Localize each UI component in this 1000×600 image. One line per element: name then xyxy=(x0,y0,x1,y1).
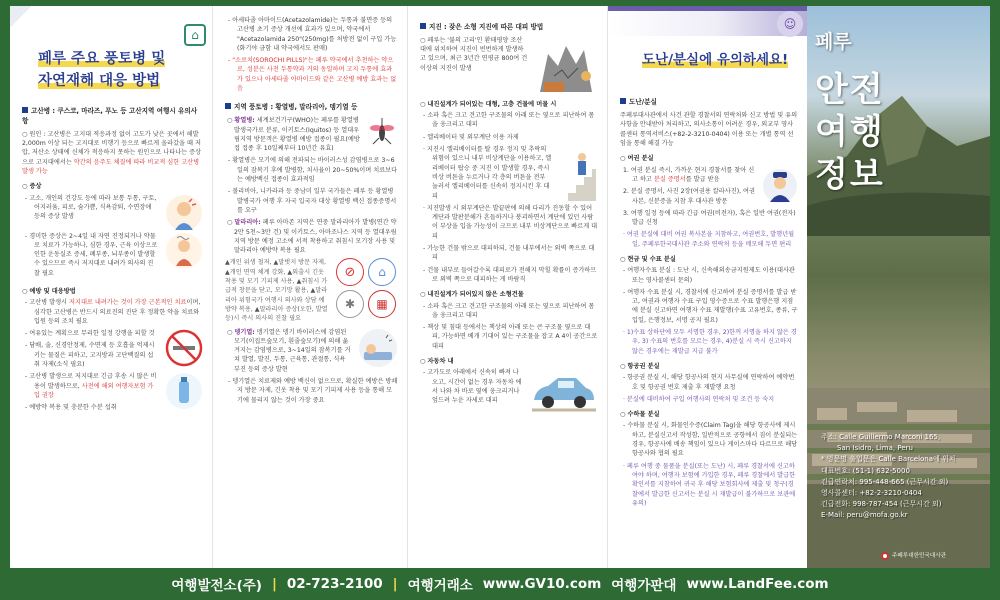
acetazolamide-text: - 아세타졸 아마이드(Acetazolamide)는 두통과 불면증 등의 고산병 초기 증상 개선에 효과가 있으며, 약국에서 "Acetazolamida 250"(250mg)를 처방전 없이 구입 가능(화기야 금함 내 약국에서도 판매) xyxy=(228,17,397,52)
email-address: E-Mail: peru@mofa.go.kr xyxy=(821,511,908,520)
square-bullet-icon xyxy=(22,107,28,113)
passport1-start: 1. 여권 분실 즉시, 가까운 현지 경찰서를 찾아 신고 하고 xyxy=(623,166,755,183)
malaria-row xyxy=(225,258,398,327)
panel-endemic-disease xyxy=(10,6,213,568)
passport-item-1 xyxy=(620,166,756,185)
symptom-item-2: - 경미한 증상은 2~4일 내 자연 진정되거나 약물로 치료가 가능하나, 심한 경우, 근육 이상으로 인한 운동실조 증세, 폐부종, 뇌부종이 발생할 수 있으므로 즉시 저지대로 내려가 의사의 진찰 필요 xyxy=(25,232,158,277)
elevator-item-4: - 건물 내부로 들어갈수록 대피로가 전해지 막힐 확률이 증가하므로 외벽 쪽으로 대피하는 게 바람직 xyxy=(423,266,597,283)
sorochi-text xyxy=(225,56,398,93)
dengue-row xyxy=(225,328,398,377)
footer-separator: | xyxy=(271,576,277,592)
theft-title-text: 도난/분실에 유의하세요! xyxy=(642,52,789,68)
panel-cover xyxy=(807,6,990,568)
yellow-fever-label: 황열병: xyxy=(234,117,255,125)
embassy-badge xyxy=(881,552,946,560)
embassy-contact xyxy=(821,432,984,522)
sorochi-body: - "소로치(SOROCHI PILLS)"는 페루 약국에서 추천하는 약으로, 성분은 사전 두통약과 거의 동일하며 고지 두통에 효과가 있으나 아세타졸 아마이드와 같은 고산병 예방 효과는 없음 xyxy=(228,57,397,93)
malaria-icon-group xyxy=(336,258,398,318)
embassy-name: 주페루대한민국대사관 xyxy=(892,552,947,559)
dengue-label: 뎅기열: xyxy=(234,328,255,336)
passport-item-3: 3. 여행 일정 등에 따라 긴급 여권(비전자), 혹은 일반 여권(전자) 발급 신청 xyxy=(623,209,796,227)
section-theft xyxy=(620,98,798,108)
stairs-person-icon xyxy=(558,145,598,203)
large-building-heading: ○ 내진설계가 되어있는 대형, 고층 건물에 머물 시 xyxy=(420,100,557,108)
elevator-item-1: · 지진시 엘리베이터를 탈 경우 정지 및 추락의 위험이 있으니 내부 비상계단을 이용하고, 엘리베이터 탑승 중 지진 이 발생할 경우, 즉시 비상 버튼을 누르거나 각 층의 버튼을 전부 눌러서 엘리베이터를 신속히 정지시킨 후 대피 xyxy=(423,146,552,200)
theft-intro: 주페루대사관에서 사건 관할 경찰서의 연락처와 신고 방법 및 유의 사항을 안내받아 처리하고, 의사소통이 어려운 경우, 외교부 영사콜센터 통역서비스(+82-2-3210-0404) 이용 또는 개별 통역 선임을 통해 해결 가능 xyxy=(620,112,798,148)
prevent4-warning: 사전에 해외 여행자보험 가입 권장 xyxy=(34,382,154,399)
elevator-item-3: - 가능한 건물 밖으로 대피하되, 건물 내부에서는 외벽 쪽으로 대피 xyxy=(423,245,595,262)
theft-title xyxy=(642,50,798,70)
passport-item-2: 2. 분실 증명서, 사진 2장(여권용 칼라사진), 여권 사본, 신분증을 지참 후 대사관 방문 xyxy=(623,188,756,205)
ticket-item-1: - 항공권 분실 시, 해당 항공사의 현지 사무실에 연락하여 예약번호 및 항공권 번호 제출 후 재발행 요청 xyxy=(623,374,795,391)
header-stripe xyxy=(608,6,807,11)
cash-item-2: - 여행자 수표 분실 시, 경찰서에 신고하여 분실 증명서를 발급 받고, 여권과 여행자 수표 구입 영수증으로 수표 발행은행 지점에 분실 신고하면 여행자 수표 재발행(수표 고유번호, 종류, 구입일, 은행정보, 서명 공지 필요) xyxy=(623,288,798,324)
footer-exchange: 여행거래소 xyxy=(407,578,473,594)
dizzy-person-icon xyxy=(165,232,203,270)
passport1-rest: 를 발급 받음 xyxy=(685,175,720,183)
sick-person-icon xyxy=(358,328,398,368)
cause-warning: 약간의 음주도 체질에 따라 비교적 심한 고산병 발생 가능 xyxy=(22,158,200,175)
footer-banner xyxy=(0,568,1000,600)
no-mosquito-icon: ⊘ xyxy=(336,258,364,286)
panel-header-band xyxy=(608,6,807,36)
cover-country: 페루 xyxy=(815,31,852,53)
prevention-heading: ○ 예방 및 대응방법 xyxy=(22,287,76,295)
collapsed-building-icon xyxy=(534,36,598,94)
small-building-item-2: - 책상 및 침대 등에서는 책상의 아래 또는 큰 구조물 옆으로 대피, 가능하면 베개 기대어 있는 구조물을 잡고 A 4이 공간으로 대피 xyxy=(423,324,598,350)
footer-separator: | xyxy=(392,576,398,592)
passport-note: · 여권 분실에 대비 여권 복사본을 지참하고, 여권번호, 발행년월일, 주페루한국대사관 주소와 연락처 등을 메모해 두면 편리 xyxy=(623,231,795,248)
cover-title xyxy=(815,28,885,196)
car-icon xyxy=(528,368,598,416)
cash-item-1: - 여행자수표 분실 : 도난 시, 신속해외송금지원제도 이용(대사관 또는 영사콜센터 문의) xyxy=(623,267,795,284)
passport-heading: ○ 여권 분실 xyxy=(620,155,654,163)
water-bottle-icon xyxy=(165,372,203,410)
malaria-body: 페루 아마존 지역은 연중 말라리아가 발병(연간 약 2만 5천~3만 건) 및 이키토스, 아마조나스 지역 등 열대우림지역 방문 예정 고소에 서적 착용하고 취침시 모기장 사용 및 말라리아 예방약 복용 필요 xyxy=(234,219,397,255)
square-bullet-icon xyxy=(420,23,426,29)
monk-avatar-icon: ☺ xyxy=(777,11,803,37)
baggage-heading: ○ 수하물 분실 xyxy=(620,411,660,419)
earthquake-intro-row xyxy=(420,36,598,94)
car-item-1: - 고가도로 아래에서 신속히 빠져 나오고, 시간이 없는 경우 자동차 에서 나와 차 바로 옆에 웅크리거나 엎드려 누운 자세로 대피 xyxy=(423,369,522,405)
window-close-icon: ▦ xyxy=(368,290,396,318)
prevent1-rest: 이며, 심각한 고산병은 반드시 의료진의 진단 후 정확한 약을 치료와 입원 등의 조치 필요 xyxy=(34,299,201,325)
cover-title-line1: 안전 xyxy=(815,69,885,110)
prevent-item-1 xyxy=(22,298,203,326)
elevator-row xyxy=(420,145,598,204)
elevator-heading: - 엘리베이터 및 외부계단 이용 자제 xyxy=(423,133,519,141)
main-phone: 대표번호: (51-1) 632-5000 xyxy=(821,466,910,475)
dengue-item-2: - 뎅기열은 치료제와 예방 백신이 없으므로, 확실한 예방은 방쇄지 방문 자제, 긴옷 착용 및 모기 기피제 사용 등을 통해 모기에 물리지 않는 것이 가장 중요 xyxy=(228,377,398,404)
section-title: 지역 풍토병 : 황열병, 말라리아, 뎅기열 등 xyxy=(234,103,358,112)
title-line1: 페루 주요 풍토병 및 xyxy=(38,51,166,67)
symptom-row-2 xyxy=(22,232,203,281)
brochure xyxy=(10,6,990,568)
small-building-heading: ○ 내진설계가 되어있지 않은 소형건물 xyxy=(420,291,524,299)
footer-url-gv10[interactable]: www.GV10.com xyxy=(482,576,602,592)
baggage-item-1: - 수하물 분실 시, 화물인수증(Claim Tag)을 해당 항공사에 제시하고, 분실신고서 작성함, 일반적으로 공항에서 짐이 분실되는 경우, 항공사에 배송 책임이 있으나 게이스마다 다르므로 해당 항공사와 협의 필요 xyxy=(623,422,798,458)
address-line1: 주소: Calle Guillermo Marconi 165, xyxy=(821,433,941,441)
page-title xyxy=(38,48,203,93)
panel-regional-disease xyxy=(213,6,408,568)
section-title: 지진 : 잦은 소형 지진에 따른 대피 방법 xyxy=(429,23,544,31)
footer-phone: 02-723-2100 xyxy=(286,576,383,592)
footer-market: 여행가판대 xyxy=(611,578,677,594)
yellow-fever-item-2: - 황열병은 모기에 의해 전파되는 바이러스성 감염병으로 3~6일의 잠복기 후에 발병함, 치사율이 20~50%이며 치료보다는 예방백신 접종이 효과적임 xyxy=(228,157,398,184)
square-bullet-icon xyxy=(620,98,626,104)
repellent-spray-icon: ✱ xyxy=(336,290,364,318)
small-building-item-1: - 소파 혹은 크고 견고한 구조물의 아래 또는 옆으로 피난하여 몸을 웅크리고 대피 xyxy=(423,302,595,319)
section-earthquake xyxy=(420,23,598,33)
passport-row xyxy=(620,166,798,209)
car-row xyxy=(420,368,598,416)
yellow-fever-item-3: - 볼리비아, 니카라과 등 중남미 일부 국가들은 페루 등 황열병 발병국가 여행 후 자국 입국자 대상 황열병 백신 접종증명서를 요구 xyxy=(228,188,397,214)
prevent-item-2: - 여유있는 계획으로 무리한 일정 강행을 피할 것 xyxy=(25,330,155,338)
malaria-label: 말라리아: xyxy=(234,219,261,227)
symptom-heading: ○ 증상 xyxy=(22,183,42,191)
panel-theft-loss xyxy=(608,6,807,568)
yellow-fever-text: ○ 황열병: 세계보건기구(WHO)는 페루를 황열병 발생국가로 분류, 이키토스(Iquitos) 등 열대우림지역 방문객은 황열병 예방 접종이 필요(예방접 접종 후 10일째부터 10년간 유효) xyxy=(227,117,360,153)
car-heading: ○ 자동차 내 xyxy=(420,358,454,366)
dengue-body: 뎅기열은 뎅기 바이러스에 감염된 모기(이집트숲모기, 흰줄숲모기)에 의해 옮겨지는 감염병으로, 3~14일의 잠복기를 거쳐 발열, 발진, 두통, 근육통, 관절통, 식욕 부진 등의 증상 발현 xyxy=(234,328,351,373)
malaria-text: ○ 말라리아: 페루 아마존 지역은 연중 말라리아가 발병(연간 약 2만 5천~3만 건) 및 이키토스, 아마조나스 지역 등 열대우림지역 방문 예정 고소에 서적 착용하고 취침시 모기장 사용 및 말라리아 예방약 복용 필요 xyxy=(227,219,397,255)
emergency-phone: 긴급연락처: 995-448-665 (근무시간 외) xyxy=(821,477,949,486)
page-fold-corner xyxy=(10,6,32,28)
prevent1-warning: 저지대로 내려가는 것이 가장 근본적인 치료 xyxy=(69,299,187,307)
korea-emblem-icon xyxy=(881,552,889,560)
consular-call-center: 영사콜센터: +82-2-3210-0404 xyxy=(821,488,922,497)
cover-title-line3: 정보 xyxy=(815,154,885,195)
address-note: * 영문명 출입문은 Calle Barcelona에 위치 xyxy=(821,455,956,464)
prevent-item-3: - 담배, 술, 신경안정제, 수면제 등 호흡을 억제시키는 물질은 피하고, 고지방과 고단백질의 섭취 자제(소식 필요) xyxy=(25,342,155,369)
prevent-item-4 xyxy=(22,372,159,400)
mosquito-icon xyxy=(366,116,398,148)
footer-url-landfee[interactable]: www.LandFee.com xyxy=(686,576,829,592)
prevent-row xyxy=(22,329,203,372)
police-icon xyxy=(762,166,798,206)
section-regional-disease xyxy=(225,103,398,113)
house-logo-icon: ⌂ xyxy=(184,24,206,46)
symptom-row xyxy=(22,194,203,232)
baggage-note: · 페루 여행 중 물품을 분실(또는 도난) 시, 페루 경찰서에 신고하여야 하며, 여행자 보험에 가입한 경우, 페루 경찰에서 발급한 확인서를 지참하여 귀국 후 해당 보험회사에 제출 및 청구(경찰에서 발급한 신고서는 분실 시 재발급이 불가하므로 보관에 유의) xyxy=(623,462,796,507)
address-line2: San Isidro, Lima, Peru xyxy=(837,444,913,453)
prevent-row-2 xyxy=(22,372,203,415)
malaria-tips: ▲개인 위생 철저, ▲말벗지 방문 자제, ▲개인 면역 체계 강화, ▲외출시 긴옷 착용 및 모기 기피제 사용, ▲취침시 가급적 창문을 닫고, 모기망 활용, ▲말라리아 위험국가 여행시 의사와 상담 예방약 복용, ▲말라리아 증상(오한, 발열 등)시 즉시 의사의 진찰 필요 xyxy=(225,259,328,323)
passport1-highlight: 분실 증명서 xyxy=(653,175,686,183)
section-title: 고산병 : 쿠스코, 마라즈, 푸노 등 고산지역 여행시 유의사항 xyxy=(22,106,198,125)
yellow-fever-body: 세계보건기구(WHO)는 페루를 황열병 발생국가로 분류, 이키토스(Iquitos) 등 열대우림지역 방문객은 황열병 예방 접종이 필요(예방접 접종 후 10일째부터 10년간 유효) xyxy=(234,117,360,153)
headache-person-icon xyxy=(165,194,203,232)
symptom-item-1: - 고소, 개인의 건강도 등에 따라 보통 두통, 구토, 어지러움, 피로, 숨가쁨, 식욕감퇴, 수면장애 등의 증상 발생 xyxy=(25,194,157,221)
title-line2: 자연재해 대응 방법 xyxy=(38,73,161,90)
section-altitude-sickness xyxy=(22,107,203,127)
cash-heading: ○ 현금 및 수표 분실 xyxy=(620,256,676,263)
earthquake-intro: ○ 페루는 '불의 고리'인 환태평양 조산대에 위치하여 지진이 빈번하게 발생하고 있으며, 최근 3년간 연평균 800여 건 이상의 지진이 발생 xyxy=(420,36,528,72)
prevent-item-5: - 예방약 복용 및 충분한 수분 섭취 xyxy=(25,404,117,412)
ticket-note: · 분실에 대비하여 구입 여행사의 연락처 및 조건 등 숙지 xyxy=(623,395,775,403)
dengue-text: ○ 뎅기열: 뎅기열은 뎅기 바이러스에 감염된 모기(이집트숲모기, 흰줄숲모기)에 의해 옮겨지는 감염병으로, 3~14일의 잠복기를 거쳐 발열, 발진, 두통, 근육통, 관절통, 식욕 부진 등의 증상 발현 xyxy=(227,328,351,373)
no-smoking-icon xyxy=(165,329,203,367)
square-bullet-icon xyxy=(225,103,231,109)
footer-agency: 여행발전소(주) xyxy=(171,578,262,594)
cash-note: · 1)수표 상하단에 모두 서명한 경우, 2)한꺼 서명을 하지 않은 경우, 3) 수표의 번호를 모르는 경우, 4)분실 시 즉시 신고하지 않은 경우에는 재발급 지급 불가 xyxy=(623,329,797,355)
prevent4-start: - 고산병 발생으로 저지대로 긴급 후송 시 많은 비용이 발생하므로, xyxy=(25,373,157,390)
cause-body: ○ 원인 : 고산병은 고지대 적응과정 없이 고도가 낮은 곳에서 해발 2,000m 이상 되는 고지대로 비행기 등으로 빠르게 올라갔을 때 저압, 저산소 상태에 신체가 적응하지 못하는 원인으로 나타나는 증상으로 고지대에서는 xyxy=(22,130,202,166)
section-title: 도난/분실 xyxy=(629,98,657,107)
prevent1-start: - 고산병 발생시 xyxy=(25,299,68,307)
cover-title-line2: 여행 xyxy=(815,112,885,152)
mosquito-net-icon: ⌂ xyxy=(368,258,396,286)
ticket-heading: ○ 항공권 분실 xyxy=(620,362,660,370)
mobile-phone: 긴급전화: 998-787-454 (근무시간 외) xyxy=(821,500,942,509)
large-building-item-1: - 소파 혹은 크고 견고한 구조물의 아래 또는 옆으로 피난하여 몸을 웅크리고 대피 xyxy=(423,112,595,129)
cause-text xyxy=(22,130,203,176)
yellow-fever-row xyxy=(225,116,398,156)
elevator-item-2: · 지진발생 시 외부계단은 발끝판에 의해 다리가 진동할 수 있어 계단과 발판분해가 흔들하거나 붕괴하면서 계단에 있던 사람이 부상을 입을 가능성이 크므로 내부 비상계단으로 빠르게 대피 xyxy=(423,204,598,240)
panel-earthquake xyxy=(408,6,608,568)
